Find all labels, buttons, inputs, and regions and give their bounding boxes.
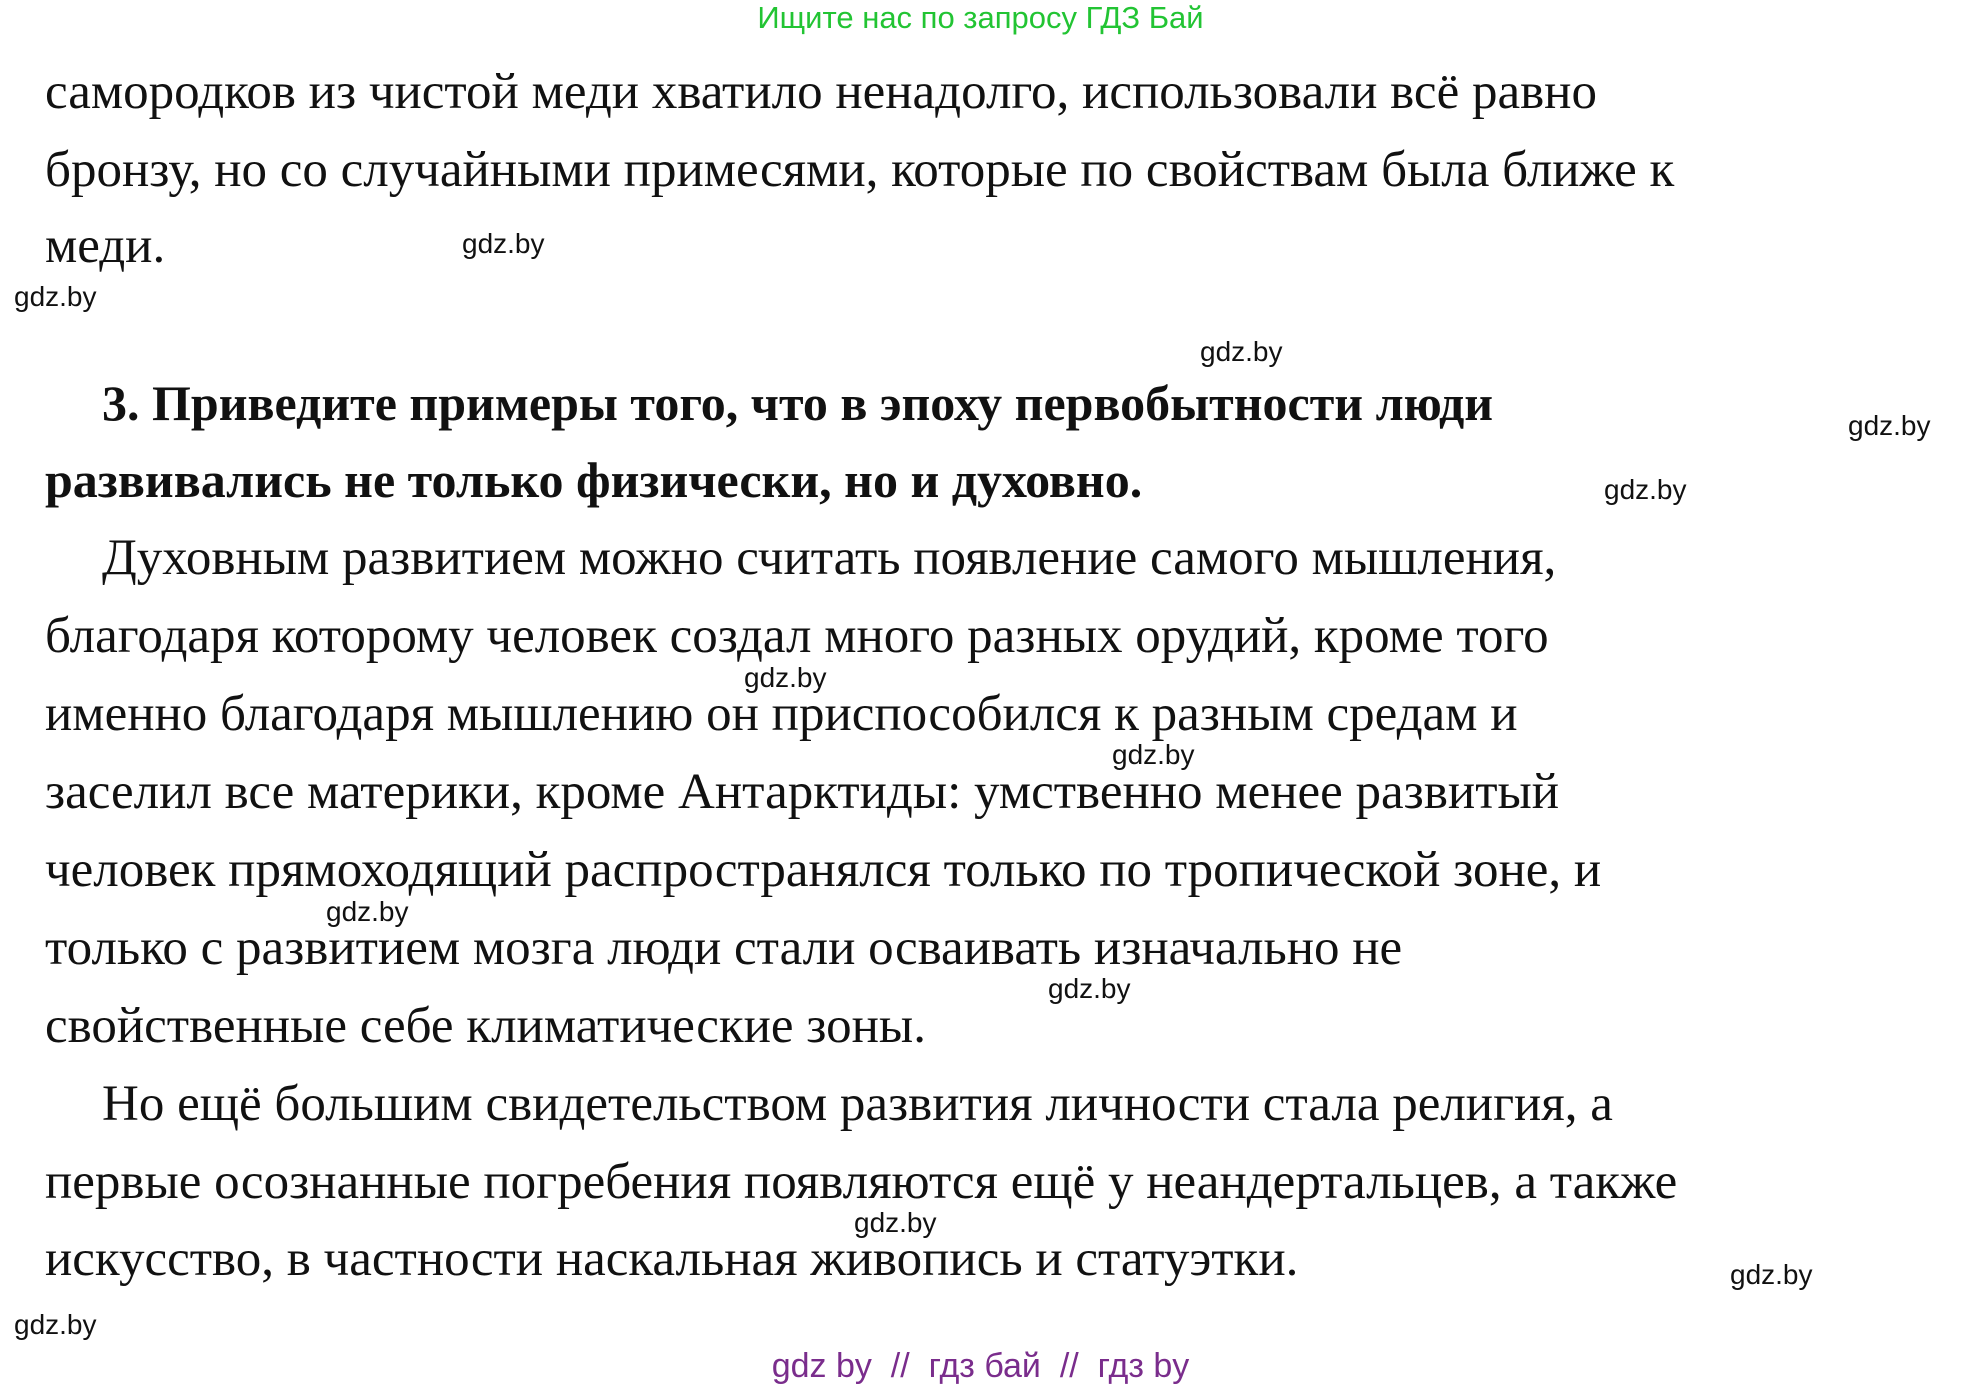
paragraph-line: благодаря которому человек создал много разных орудий, кроме того: [45, 608, 1549, 664]
paragraph-line: первые осознанные погребения появляются ещё у неандертальцев, а также: [45, 1154, 1678, 1210]
watermark: gdz.by: [326, 896, 409, 927]
paragraph-line: именно благодаря мышлению он приспособился к разным средам и: [45, 686, 1518, 742]
paragraph-line: Духовным развитием можно считать появление самого мышления,: [102, 530, 1557, 586]
footer-links: gdz by // гдз бай // гдз by: [771, 1347, 1190, 1385]
watermark: gdz.by: [1112, 739, 1195, 770]
paragraph-line: заселил все материки, кроме Антарктиды: умственно менее развитый: [45, 764, 1560, 820]
paragraph-line: искусство, в частности наскальная живопись и статуэтки.: [45, 1231, 1299, 1287]
paragraph-line: только с развитием мозга люди стали осваивать изначально не: [45, 920, 1403, 976]
paragraph-line: меди.: [45, 218, 166, 274]
watermark: gdz.by: [1848, 410, 1931, 441]
watermark: gdz.by: [1200, 336, 1283, 367]
watermark: gdz.by: [1048, 973, 1131, 1004]
watermark: gdz.by: [1730, 1259, 1813, 1290]
question-heading: 3. Приведите примеры того, что в эпоху первобытности люди: [102, 375, 1494, 431]
watermark: gdz.by: [14, 281, 97, 312]
paragraph-line: Но ещё большим свидетельством развития личности стала религия, а: [102, 1076, 1613, 1132]
watermark: gdz.by: [14, 1309, 97, 1340]
watermark: gdz.by: [854, 1207, 937, 1238]
paragraph-line: бронзу, но со случайными примесями, которые по свойствам была ближе к: [45, 142, 1675, 198]
paragraph-line: самородков из чистой меди хватило ненадолго, использовали всё равно: [45, 64, 1597, 120]
search-banner: Ищите нас по запросу ГДЗ Бай: [757, 0, 1204, 35]
watermark: gdz.by: [1604, 474, 1687, 505]
paragraph-line: человек прямоходящий распространялся только по тропической зоне, и: [45, 842, 1602, 898]
watermark: gdz.by: [462, 228, 545, 259]
question-heading: развивались не только физически, но и духовно.: [45, 452, 1143, 508]
watermark: gdz.by: [744, 662, 827, 693]
paragraph-line: свойственные себе климатические зоны.: [45, 998, 926, 1054]
